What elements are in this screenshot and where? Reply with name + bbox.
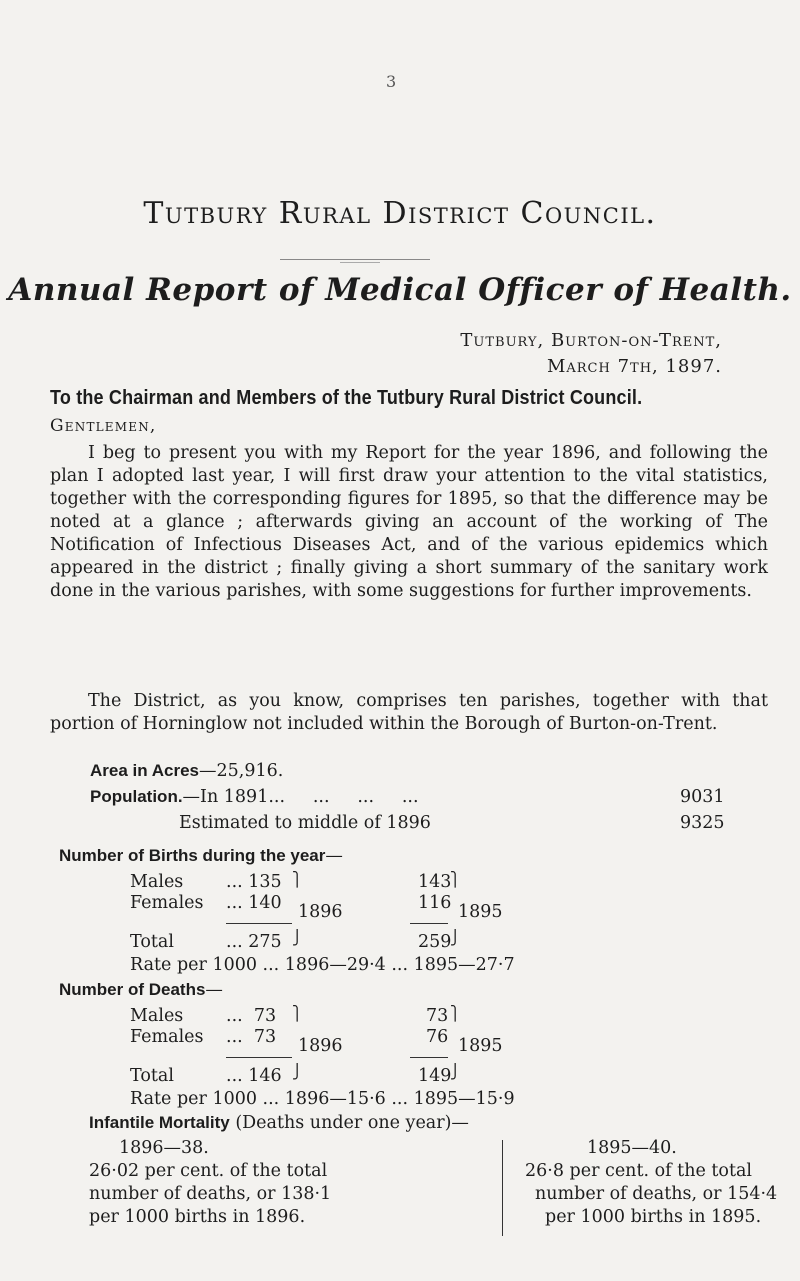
deaths-males-1895: 73 <box>426 1006 449 1026</box>
births-total-1895: 259 <box>418 932 452 952</box>
title-rule-ornament <box>340 262 380 263</box>
infant-heading-rest: (Deaths under one year)— <box>235 1113 469 1133</box>
title-rule <box>280 259 430 260</box>
deaths-total-label: Total <box>130 1066 174 1086</box>
council-title: Tutbury Rural District Council. <box>143 196 657 231</box>
area-line <box>90 761 283 781</box>
brace-icon: ⎫ <box>292 1006 303 1022</box>
date-line: March 7th, 1897. <box>546 356 722 377</box>
population-census-text: —In 1891... ... ... ... <box>182 787 419 807</box>
deaths-sum-rule-1896 <box>226 1057 292 1058</box>
births-males-label: Males <box>130 872 184 892</box>
births-year-1895: 1895 <box>458 902 503 922</box>
deaths-males-label: Males <box>130 1006 184 1026</box>
infant-1895-line-2: 26·8 per cent. of the total <box>525 1161 753 1181</box>
brace-icon: ⎭ <box>450 1064 461 1080</box>
deaths-heading <box>59 980 223 1000</box>
column-divider <box>502 1140 503 1236</box>
deaths-year-1895: 1895 <box>458 1036 503 1056</box>
area-label: Area in Acres <box>90 761 199 780</box>
page-number: 3 <box>386 72 397 91</box>
infant-1895-line-4: per 1000 births in 1895. <box>545 1207 762 1227</box>
place-line: Tutbury, Burton-on-Trent, <box>460 330 722 351</box>
births-sum-rule-1895 <box>410 923 448 924</box>
infant-heading <box>89 1113 469 1133</box>
report-title: Annual Report of Medical Officer of Health. <box>8 272 792 308</box>
deaths-heading-label: Number of Deaths <box>59 980 206 999</box>
infant-1896-line-3: number of deaths, or 138·1 <box>89 1184 332 1204</box>
address-line: To the Chairman and Members of the Tutbury Rural District Council. <box>50 387 643 409</box>
births-females-1895: 116 <box>418 893 452 913</box>
births-total-1896: ... 275 <box>226 932 282 952</box>
brace-icon: ⎫ <box>450 872 461 888</box>
infant-1896-line-2: 26·02 per cent. of the total <box>89 1161 328 1181</box>
deaths-males-1896: ... 73 <box>226 1006 277 1026</box>
population-estimate-value: 9325 <box>680 813 725 833</box>
deaths-rate-line: Rate per 1000 ... 1896—15·6 ... 1895—15·9 <box>130 1089 515 1109</box>
brace-icon: ⎭ <box>292 930 303 946</box>
deaths-females-1895: 76 <box>426 1027 449 1047</box>
deaths-total-1895: 149 <box>418 1066 452 1086</box>
area-value: —25,916. <box>198 761 284 781</box>
infant-1895-line-1: 1895—40. <box>587 1138 677 1158</box>
births-males-1895: 143 <box>418 872 452 892</box>
births-heading <box>59 846 343 866</box>
births-females-1896: ... 140 <box>226 893 282 913</box>
births-rate-line: Rate per 1000 ... 1896—29·4 ... 1895—27·7 <box>130 955 515 975</box>
infant-1895-line-3: number of deaths, or 154·4 <box>535 1184 778 1204</box>
infant-1896-line-4: per 1000 births in 1896. <box>89 1207 306 1227</box>
brace-icon: ⎭ <box>450 930 461 946</box>
population-census-value: 9031 <box>680 787 725 807</box>
births-sum-rule-1896 <box>226 923 292 924</box>
deaths-sum-rule-1895 <box>410 1057 448 1058</box>
births-females-label: Females <box>130 893 204 913</box>
infant-1896-column <box>89 1137 331 1229</box>
population-estimate-text: Estimated to middle of 1896 <box>179 813 431 833</box>
population-label: Population. <box>90 787 183 806</box>
births-heading-dash: — <box>325 846 343 866</box>
population-line <box>90 787 419 807</box>
intro-paragraph: I beg to present you with my Report for the year 1896, and following the plan I adopted last year, I will first draw your attention to the vital statistics, together with the corresponding figures for 1895, so that the difference may be noted at a glance ; afterwards giving an account of the working of The Notification of Infectious Diseases Act, and of the various epidemics which appeared in the district ; finally giving a short summary of the sanitary work done in the various parishes, with some suggestions for further improvements. <box>50 443 768 601</box>
deaths-females-label: Females <box>130 1027 204 1047</box>
brace-icon: ⎭ <box>292 1064 303 1080</box>
deaths-females-1896: ... 73 <box>226 1027 277 1047</box>
deaths-heading-dash: — <box>205 980 223 1000</box>
births-heading-label: Number of Births during the year <box>59 846 326 865</box>
births-year-1896: 1896 <box>298 902 343 922</box>
infant-heading-label: Infantile Mortality <box>89 1113 230 1132</box>
deaths-total-1896: ... 146 <box>226 1066 282 1086</box>
infant-1896-line-1: 1896—38. <box>119 1138 209 1158</box>
births-males-1896: ... 135 <box>226 872 282 892</box>
deaths-year-1896: 1896 <box>298 1036 343 1056</box>
infant-1895-column <box>525 1137 777 1229</box>
district-paragraph: The District, as you know, comprises ten parishes, together with that portion of Horninglow not included within the Borough of Burton-on-Trent. <box>50 691 768 734</box>
brace-icon: ⎫ <box>450 1006 461 1022</box>
salutation: Gentlemen, <box>50 416 157 436</box>
births-total-label: Total <box>130 932 174 952</box>
brace-icon: ⎫ <box>292 872 303 888</box>
